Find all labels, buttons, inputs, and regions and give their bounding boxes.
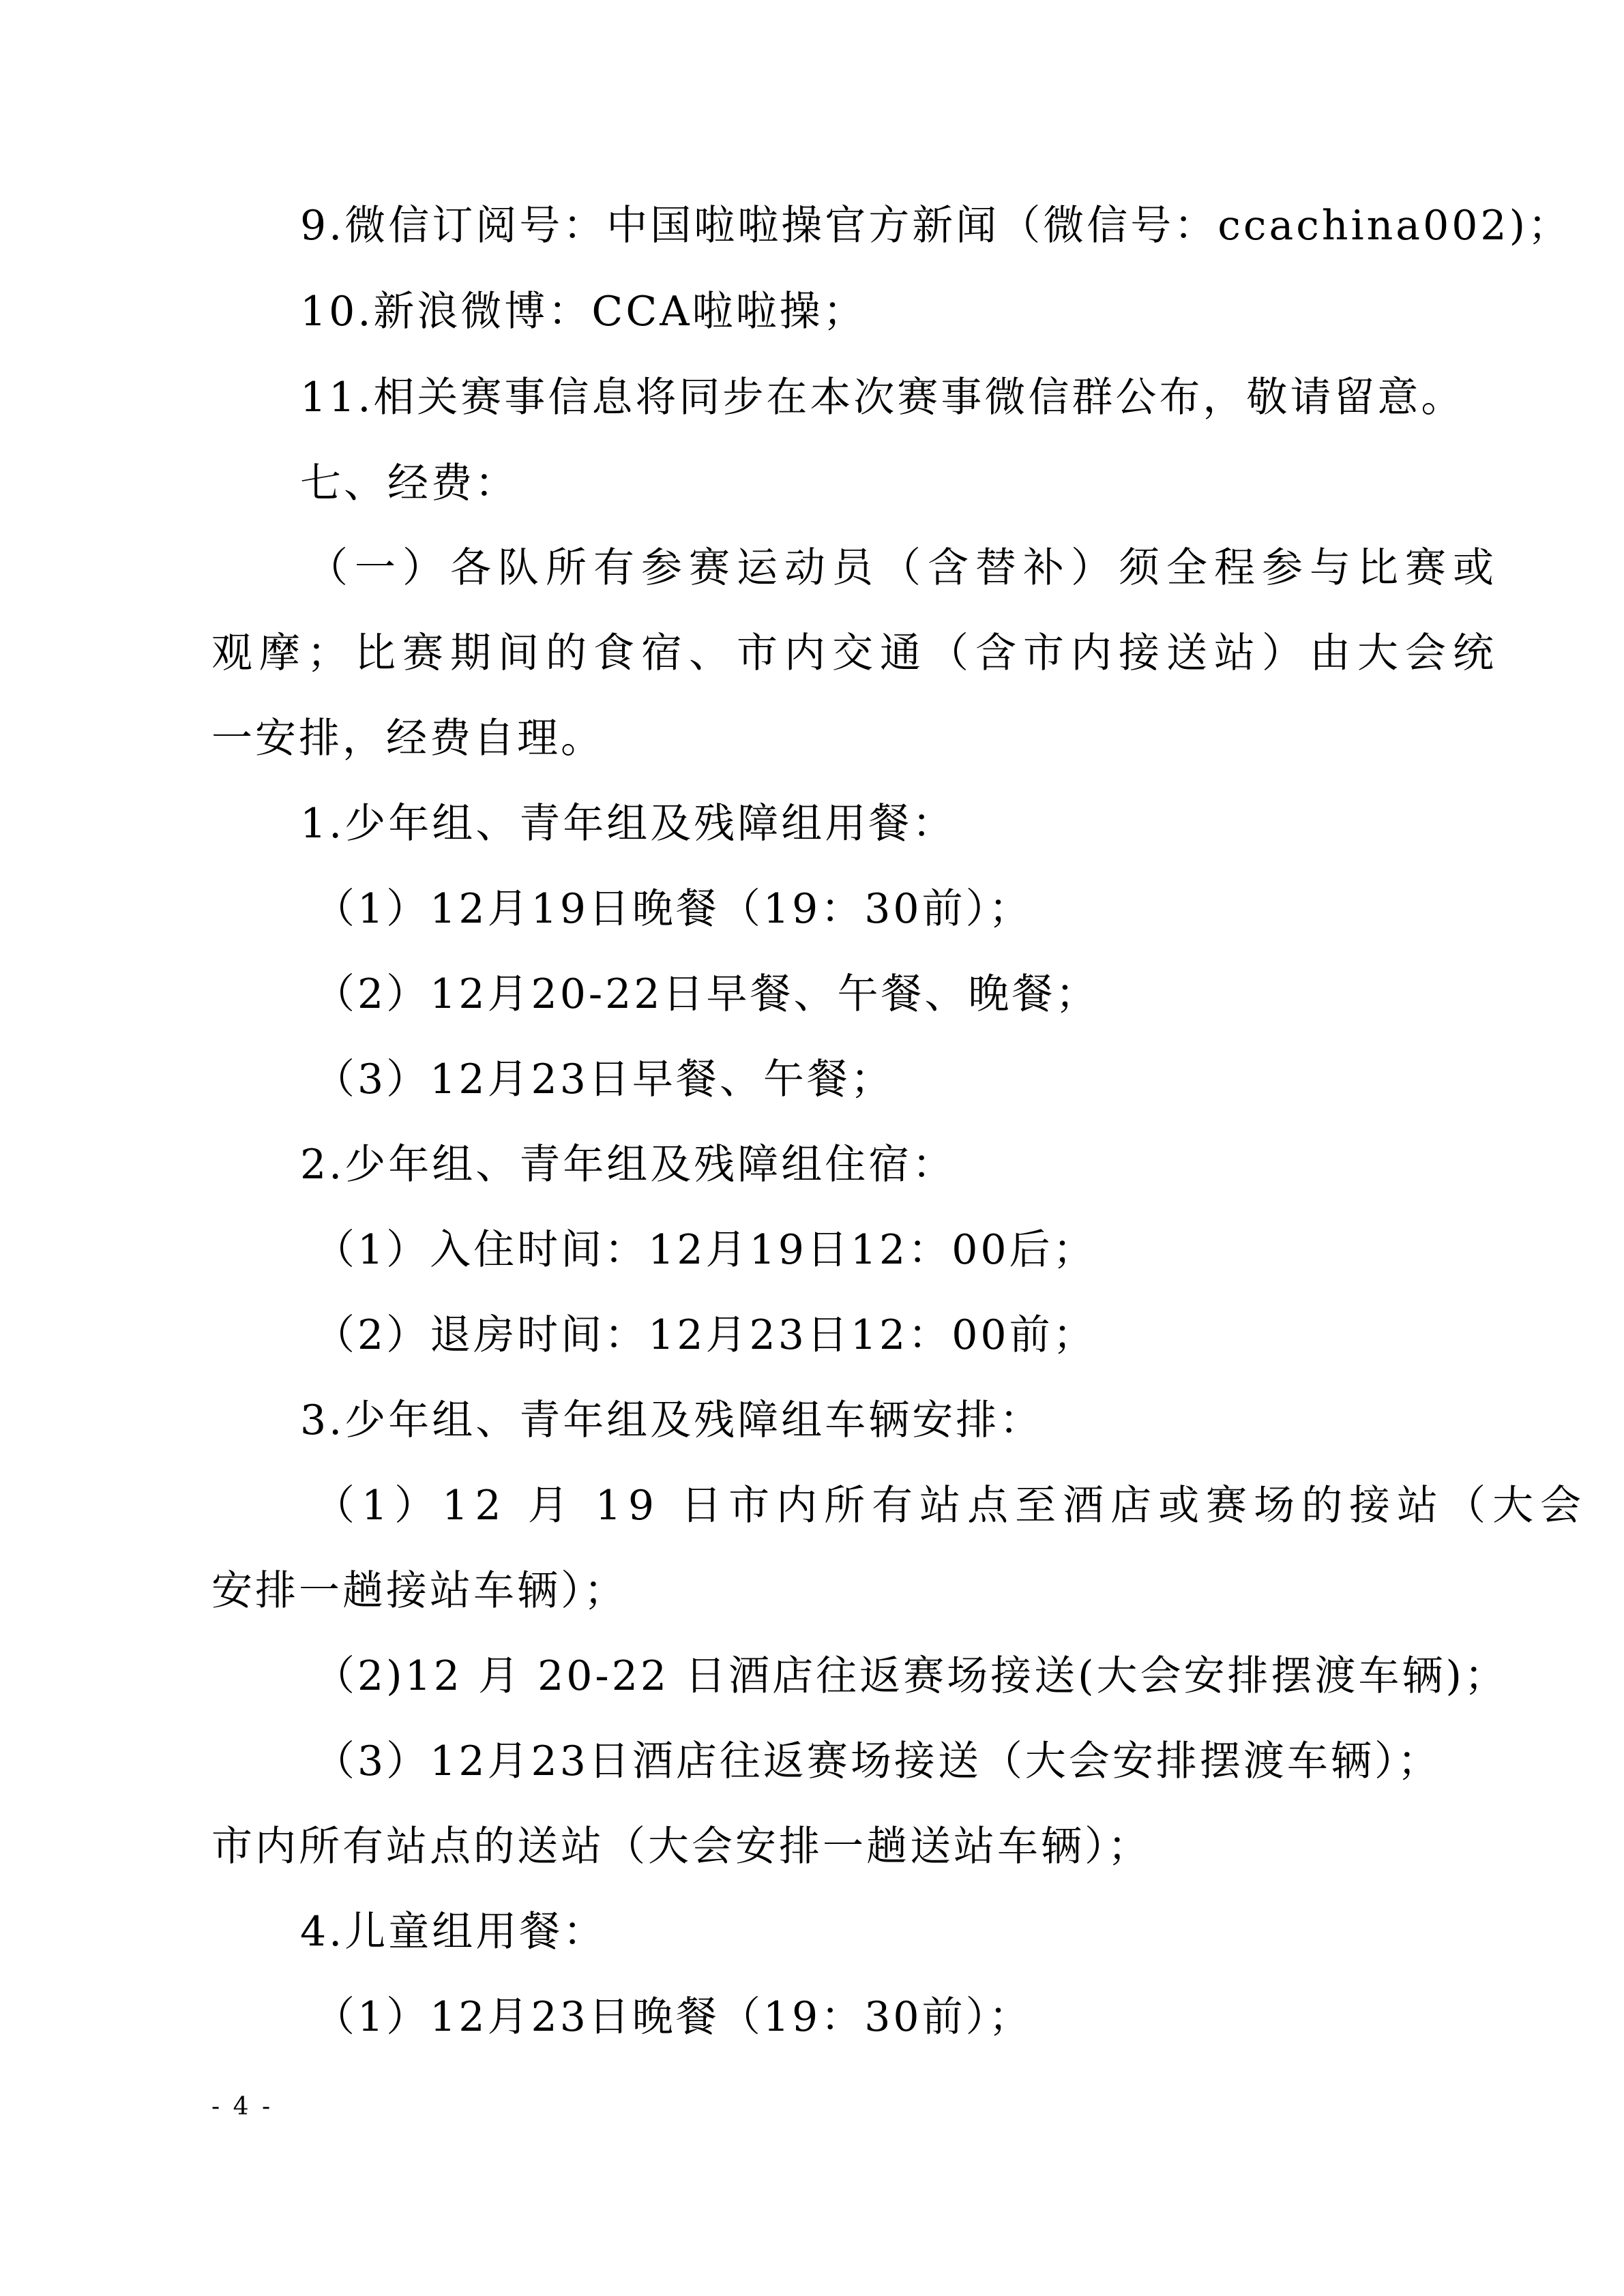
item-meals-3: （3）12月23日早餐、午餐； — [314, 1056, 894, 1103]
item-meals-2: （2）12月20-22日早餐、午餐、晚餐； — [314, 970, 1099, 1018]
page-number: - 4 - — [211, 2093, 274, 2121]
item-vehicles-3-cont: 市内所有站点的送站（大会安排一趟送站车辆）； — [211, 1823, 1151, 1870]
item-vehicles-2: （2)12 月 20-22 日酒店往返赛场接送(大会安排摆渡车辆)； — [314, 1652, 1508, 1700]
item-lodging-heading: 2.少年组、青年组及残障组住宿： — [300, 1141, 956, 1189]
line-event-info-group: 11.相关赛事信息将同步在本次赛事微信群公布，敬请留意。 — [300, 374, 1465, 421]
item-vehicles-1: （1）12 月 19 日市内所有站点至酒店或赛场的接站（大会 — [314, 1482, 1589, 1530]
item-meals-1: （1）12月19日晚餐（19：30前）； — [314, 885, 1033, 933]
item-vehicles-1-cont: 安排一趟接站车辆）； — [211, 1567, 628, 1615]
item-vehicles-heading: 3.少年组、青年组及残障组车辆安排： — [300, 1397, 1044, 1444]
line-sina-weibo: 10.新浪微博：CCA啦啦操； — [300, 288, 867, 336]
section-heading-funding: 七、经费： — [300, 460, 518, 507]
item-vehicles-3: （3）12月23日酒店往返赛场接送（大会安排摆渡车辆）； — [314, 1738, 1441, 1785]
item-lodging-1: （1）入住时间：12月19日12：00后； — [314, 1226, 1097, 1274]
paragraph-line-3: 一安排，经费自理。 — [211, 715, 604, 762]
item-lodging-2: （2）退房时间：12月23日12：00前； — [314, 1311, 1097, 1359]
line-wechat-subscription: 9.微信订阅号：中国啦啦操官方新闻（微信号：ccachina002)； — [300, 202, 1572, 250]
item-children-meals-1: （1）12月23日晚餐（19：30前）； — [314, 1993, 1033, 2041]
item-meals-heading: 1.少年组、青年组及残障组用餐： — [300, 800, 956, 848]
paragraph-line-2: 观摩；比赛期间的食宿、市内交通（含市内接送站）由大会统 — [211, 629, 1501, 677]
paragraph-line-1: （一）各队所有参赛运动员（含替补）须全程参与比赛或 — [307, 544, 1501, 592]
item-children-meals-heading: 4.儿童组用餐： — [300, 1908, 607, 1956]
